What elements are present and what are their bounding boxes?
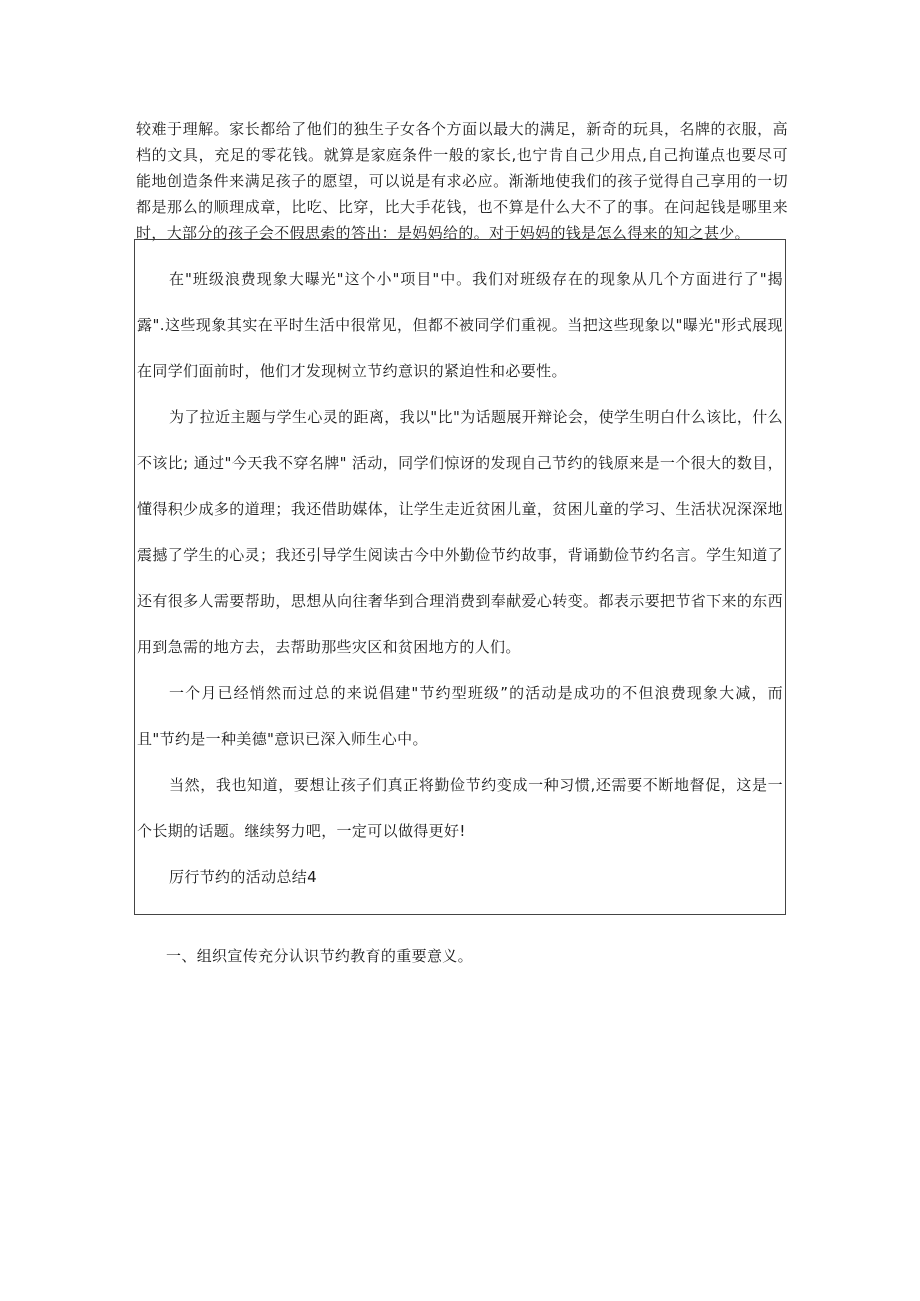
- box-paragraph-1: 在"班级浪费现象大曝光"这个小"项目"中。我们对班级存在的现象从几个方面进行了"揭露".这些现象其实在平时生活中很常见，但都不被同学们重视。当把这些现象以"曝光"形式展现在同学们面前时，他们才发现树立节约意识的紧迫性和必要性。: [137, 270, 783, 380]
- box-paragraph-2: 为了拉近主题与学生心灵的距离，我以"比"为话题展开辩论会，使学生明白什么该比，什么不该比; 通过"今天我不穿名牌" 活动，同学们惊讶的发现自己节约的钱原来是一个很大的数目，懂得积少成多的道理；我还借助媒体，让学生走近贫困儿童，贫困儿童的学习、生活状况深深地震撼了学生的心灵；我还引导学生阅读古今中外勤俭节约故事，背诵勤俭节约名言。学生知道了还有很多人需要帮助，思想从向往奢华到合理消费到奉献爱心转变。都表示要把节省下来的东西用到急需的地方去，去帮助那些灾区和贫困地方的人们。: [137, 408, 783, 656]
- section-heading: 一、组织宣传充分认识节约教育的重要意义。: [166, 947, 474, 965]
- box-title: 厉行节约的活动总结4: [169, 868, 318, 886]
- box-paragraph-4: 当然，我也知道，要想让孩子们真正将勤俭节约变成一种习惯,还需要不断地督促，这是一个长期的话题。继续努力吧，一定可以做得更好!: [137, 776, 783, 840]
- box-paragraph-3: 一个月已经悄然而过总的来说倡建"节约型班级”的活动是成功的不但浪费现象大减，而且"节约是一种美德"意识已深入师生心中。: [137, 684, 783, 748]
- summary-box: [134, 239, 786, 915]
- intro-paragraph: 较难于理解。家长都给了他们的独生子女各个方面以最大的满足，新奇的玩具，名牌的衣服，高档的文具，充足的零花钱。就算是家庭条件一般的家长,也宁肯自己少用点,自己拘谨点也要尽可能地创造条件来满足孩子的愿望，可以说是有求必应。渐渐地使我们的孩子觉得自己享用的一切都是那么的顺理成章，比吃、比穿，比大手花钱，也不算是什么大不了的事。在问起钱是哪里来时，大部分的孩子会不假思索的答出：是妈妈给的。对于妈妈的钱是怎么得来的知之甚少。: [136, 120, 788, 242]
